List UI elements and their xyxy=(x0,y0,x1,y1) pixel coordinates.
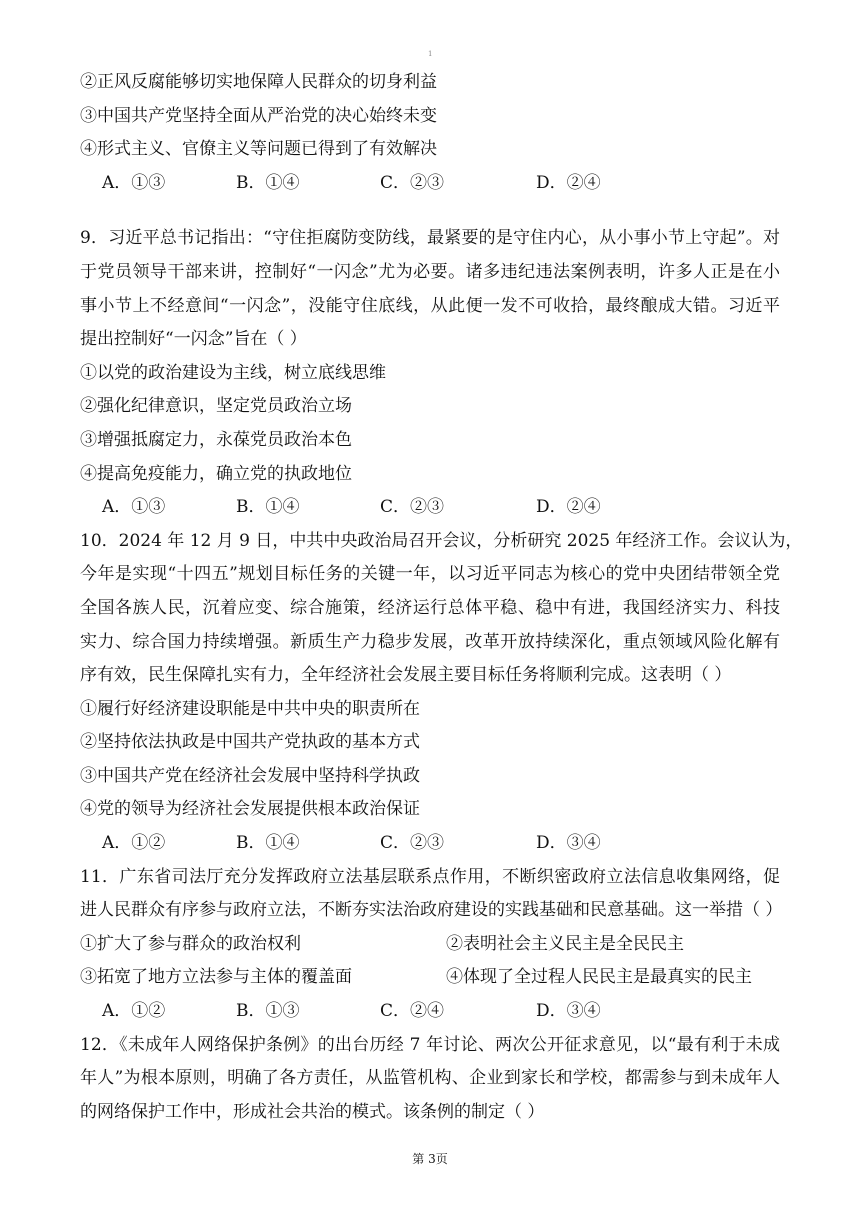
page-number: 第 3页 xyxy=(412,1152,448,1166)
question-9-text: 于党员领导干部来讲，控制好“一闪念”尤为必要。诸多违纪违法案例表明，许多人正是在小 xyxy=(80,261,780,282)
question-10-text: 今年是实现“十四五”规划目标任务的关键一年，以习近平同志为核心的党中央团结带领全党 xyxy=(80,564,780,585)
question-10-text: 实力、综合国力持续增强。新质生产力稳步发展，改革开放持续深化，重点领域风险化解有 xyxy=(80,631,780,652)
question-10-text: 10．2024 年 12 月 9 日，中共中央政治局召开会议，分析研究 2025 年经济工作。会议认为， xyxy=(80,530,803,551)
option-a: A．①③ xyxy=(102,172,166,193)
choice-item: ④党的领导为经济社会发展提供根本政治保证 xyxy=(80,799,420,820)
question-9-text: 事小节上不经意间“一闪念”，没能守住底线，从此便一发不可收拾，最终酿成大错。习近平 xyxy=(80,295,780,316)
option-d: D．③④ xyxy=(536,1001,601,1022)
option-c: C．②③ xyxy=(380,833,445,854)
choice-item: ③中国共产党在经济社会发展中坚持科学执政 xyxy=(80,765,420,786)
option-c: C．②③ xyxy=(380,497,445,518)
choice-item: ④提高免疫能力，确立党的执政地位 xyxy=(80,463,352,484)
question-11-text: 进人民群众有序参与政府立法，不断夯实法治政府建设的实践基础和民意基础。这一举措（ ） xyxy=(80,900,783,921)
choice-item: ②强化纪律意识，坚定党员政治立场 xyxy=(80,396,352,417)
question-11-text: 11．广东省司法厅充分发挥政府立法基层联系点作用，不断织密政府立法信息收集网络，促 xyxy=(80,866,780,887)
choice-item: ①履行好经济建设职能是中共中央的职责所在 xyxy=(80,698,420,719)
answer-options xyxy=(80,995,780,1029)
choice-item: ④形式主义、官僚主义等问题已得到了有效解决 xyxy=(80,139,437,160)
question-12-text: 年人”为根本原则，明确了各方责任，从监管机构、企业到家长和学校，都需参与到未成年人 xyxy=(80,1068,780,1089)
question-12-text: 的网络保护工作中，形成社会共治的模式。该条例的制定（ ） xyxy=(80,1101,545,1122)
option-b: B．①④ xyxy=(236,497,300,518)
option-c: C．②④ xyxy=(380,1001,445,1022)
answer-options xyxy=(80,491,780,525)
option-a: A．①③ xyxy=(102,497,166,518)
option-d: D．③④ xyxy=(536,833,601,854)
choice-item: ②表明社会主义民主是全民民主 xyxy=(446,933,684,954)
option-d: D．②④ xyxy=(536,497,601,518)
option-b: B．①④ xyxy=(236,172,300,193)
header-mark: 1 xyxy=(428,50,433,58)
option-d: D．②④ xyxy=(536,172,601,193)
option-b: B．①③ xyxy=(236,1001,300,1022)
choice-row xyxy=(80,928,780,962)
question-12-text: 12．《未成年人网络保护条例》的出台历经 7 年讨论、两次公开征求意见，以“最有利于未成 xyxy=(80,1034,780,1055)
answer-options xyxy=(80,167,780,201)
answer-options xyxy=(80,827,780,861)
choice-item: ①以党的政治建设为主线，树立底线思维 xyxy=(80,362,386,383)
question-10-text: 全国各族人民，沉着应变、综合施策，经济运行总体平稳、稳中有进，我国经济实力、科技 xyxy=(80,597,780,618)
option-a: A．①② xyxy=(102,833,166,854)
question-9-text: 9．习近平总书记指出：“守住拒腐防变防线，最紧要的是守住内心，从小事小节上守起”。对 xyxy=(80,228,780,249)
page-body xyxy=(80,66,803,1129)
choice-item: ③增强抵腐定力，永葆党员政治本色 xyxy=(80,429,352,450)
choice-row xyxy=(80,961,780,995)
option-c: C．②③ xyxy=(380,172,445,193)
choice-item: ②坚持依法执政是中国共产党执政的基本方式 xyxy=(80,732,420,753)
choice-item: ③中国共产党坚持全面从严治党的决心始终未变 xyxy=(80,105,437,126)
choice-item: ③拓宽了地方立法参与主体的覆盖面 xyxy=(80,967,352,988)
option-a: A．①② xyxy=(102,1001,166,1022)
option-b: B．①④ xyxy=(236,833,300,854)
choice-item: ②正风反腐能够切实地保障人民群众的切身利益 xyxy=(80,72,437,92)
question-9-text: 提出控制好“一闪念”旨在（ ） xyxy=(80,329,307,350)
choice-item: ①扩大了参与群众的政治权利 xyxy=(80,933,301,954)
question-10-text: 序有效，民生保障扎实有力，全年经济社会发展主要目标任务将顺利完成。这表明（ ） xyxy=(80,665,732,686)
choice-item: ④体现了全过程人民民主是最真实的民主 xyxy=(446,967,752,988)
